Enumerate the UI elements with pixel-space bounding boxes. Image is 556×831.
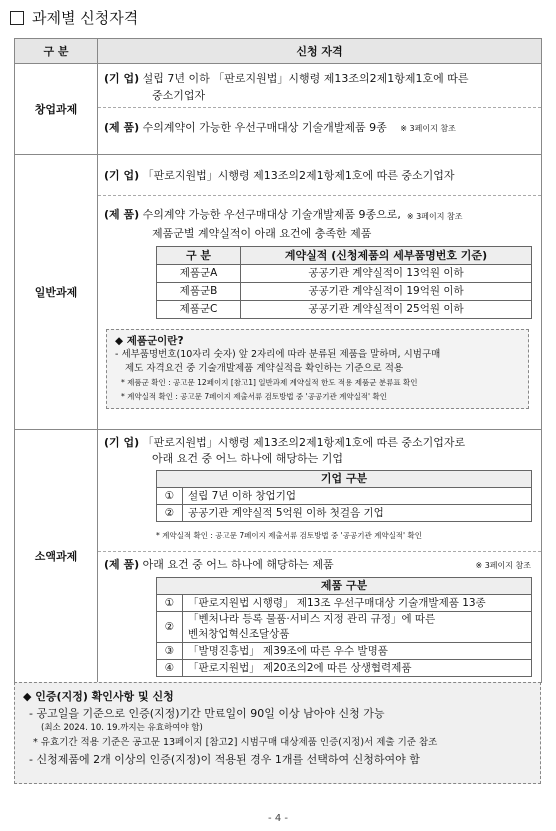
- product-group-info-box: [106, 329, 529, 409]
- row-number: ①: [157, 595, 183, 612]
- product-type-header: 제품 구분: [157, 578, 532, 595]
- general-product-text1: 수의계약 가능한 우선구매대상 기술개발제품 9종으로,: [142, 208, 401, 221]
- table-row: [157, 660, 532, 677]
- row-text: 「벤처나라 등록 물품·서비스 지정 관리 규정」에 따른: [188, 613, 436, 625]
- general-product-tag: (제 품): [104, 208, 140, 221]
- startup-product-text: 수의계약이 가능한 우선구매대상 기술개발제품 9종: [142, 121, 387, 134]
- info-box-title: ◆ 제품군이란?: [115, 335, 184, 347]
- company-type-table: [156, 470, 532, 522]
- table-row: [157, 301, 532, 319]
- small-label: 소액과제: [15, 430, 98, 683]
- value-cell: 공공기관 계약실적이 25억원 이하: [241, 301, 532, 319]
- table-row: [157, 283, 532, 301]
- header-eligibility: 신청 자격: [98, 39, 542, 64]
- row-text-multiline: [183, 612, 532, 643]
- general-company-tag: (기 업): [104, 169, 140, 182]
- page-number: - 4 -: [268, 813, 288, 824]
- small-company-text2: 아래 요건 중 어느 하나에 해당하는 기업: [152, 452, 343, 465]
- row-text: 「발명진흥법」 제39조에 따른 우수 발명품: [183, 643, 532, 660]
- row-number: ①: [157, 488, 183, 505]
- row-text: 설립 7년 이하 창업기업: [183, 488, 532, 505]
- startup-product-note: ※ 3페이지 참조: [400, 124, 456, 133]
- checkbox-square-icon: [10, 11, 24, 25]
- general-product-note: ※ 3페이지 참조: [406, 212, 463, 221]
- product-group-table: [156, 246, 532, 319]
- group-cell: 제품군A: [157, 265, 241, 283]
- small-company-note: * 계약실적 확인 : 공고문 7페이지 제출서류 검토방법 중 '공공기관 계약실적' 확인: [156, 531, 422, 540]
- row-text: 「판로지원법」 제20조의2에 따른 상생협력제품: [183, 660, 532, 677]
- cert-box-line3: * 유효기간 적용 기준은 공고문 13페이지 [참고2] 시범구매 대상제품 인증(지정)서 제출 기준 참조: [33, 737, 438, 748]
- table-row: [157, 643, 532, 660]
- table-row: [157, 265, 532, 283]
- certification-info-box: [14, 682, 541, 784]
- row-number: ④: [157, 660, 183, 677]
- product-type-table: [156, 577, 532, 677]
- table-row: [157, 488, 532, 505]
- value-cell: 공공기관 계약실적이 13억원 이하: [241, 265, 532, 283]
- table-row: [157, 505, 532, 522]
- general-product-text2: 제품군별 계약실적이 아래 요건에 충족한 제품: [152, 227, 372, 240]
- section-title: [10, 7, 138, 28]
- small-company-tag: (기 업): [104, 436, 140, 449]
- startup-label: 창업과제: [15, 64, 98, 155]
- startup-cell: [98, 64, 542, 155]
- small-product-text: 아래 요건 중 어느 하나에 해당하는 제품: [142, 558, 334, 571]
- product-group-header-value: 계약실적 (신청제품의 세부품명번호 기준): [241, 247, 532, 265]
- startup-company-text2: 중소기업자: [152, 89, 206, 102]
- general-label: 일반과제: [15, 155, 98, 430]
- product-group-header-group: 구 분: [157, 247, 241, 265]
- row-number: ②: [157, 612, 183, 643]
- small-product-note: ※ 3페이지 참조: [475, 561, 531, 570]
- cert-box-line4: - 신청제품에 2개 이상의 인증(지정)이 적용된 경우 1개를 선택하여 신청하여야 함: [29, 753, 420, 766]
- row-text-2: 벤처창업혁신조달상품: [188, 628, 290, 640]
- startup-company-tag: (기 업): [104, 72, 140, 85]
- cert-box-title: ◆ 인증(지정) 확인사항 및 신청: [23, 690, 174, 703]
- group-cell: 제품군C: [157, 301, 241, 319]
- header-category: 구 분: [15, 39, 98, 64]
- table-row: [157, 612, 532, 643]
- table-row: [157, 595, 532, 612]
- general-company-text: 「판로지원법」시행령 제13조의2제1항제1호에 따른 중소기업자: [142, 169, 455, 182]
- group-cell: 제품군B: [157, 283, 241, 301]
- cert-box-line2: (최소 2024. 10. 19.까지는 유효하여야 함): [41, 723, 203, 733]
- row-text: 공공기관 계약실적 5억원 이하 첫걸음 기업: [183, 505, 532, 522]
- info-box-line2: 제도 자격요건 중 기술개발제품 계약실적을 확인하는 기준으로 적용: [125, 363, 404, 374]
- row-text: 「판로지원법 시행령」 제13조 우선구매대상 기술개발제품 13종: [183, 595, 532, 612]
- small-product-tag: (제 품): [104, 558, 140, 571]
- general-cell: [98, 155, 542, 430]
- small-cell: [98, 430, 542, 683]
- info-box-line1: - 세부품명번호(10자리 숫자) 앞 2자리에 따라 분류된 제품을 말하며, 시범구매: [115, 349, 441, 360]
- section-title-text: 과제별 신청자격: [32, 9, 139, 27]
- company-type-header: 기업 구분: [157, 471, 532, 488]
- cert-box-line1: - 공고일을 기준으로 인증(지정)기간 만료일이 90일 이상 남아야 신청 가능: [29, 707, 385, 720]
- row-number: ③: [157, 643, 183, 660]
- eligibility-table: [14, 38, 542, 683]
- info-box-line4: * 계약실적 확인 : 공고문 7페이지 제출서류 검토방법 중 '공공기관 계약실적' 확인: [121, 392, 387, 401]
- startup-company-text1: 설립 7년 이하 「판로지원법」시행령 제13조의2제1항제1호에 따른: [142, 72, 469, 85]
- info-box-line3: * 제품군 확인 : 공고문 12페이지 [참고1] 일반과제 계약실적 한도 적용 제품군 분류표 확인: [121, 378, 418, 387]
- row-number: ②: [157, 505, 183, 522]
- startup-product-tag: (제 품): [104, 121, 140, 134]
- small-company-text1: 「판로지원법」시행령 제13조의2제1항제1호에 따른 중소기업자로: [142, 436, 466, 449]
- value-cell: 공공기관 계약실적이 19억원 이하: [241, 283, 532, 301]
